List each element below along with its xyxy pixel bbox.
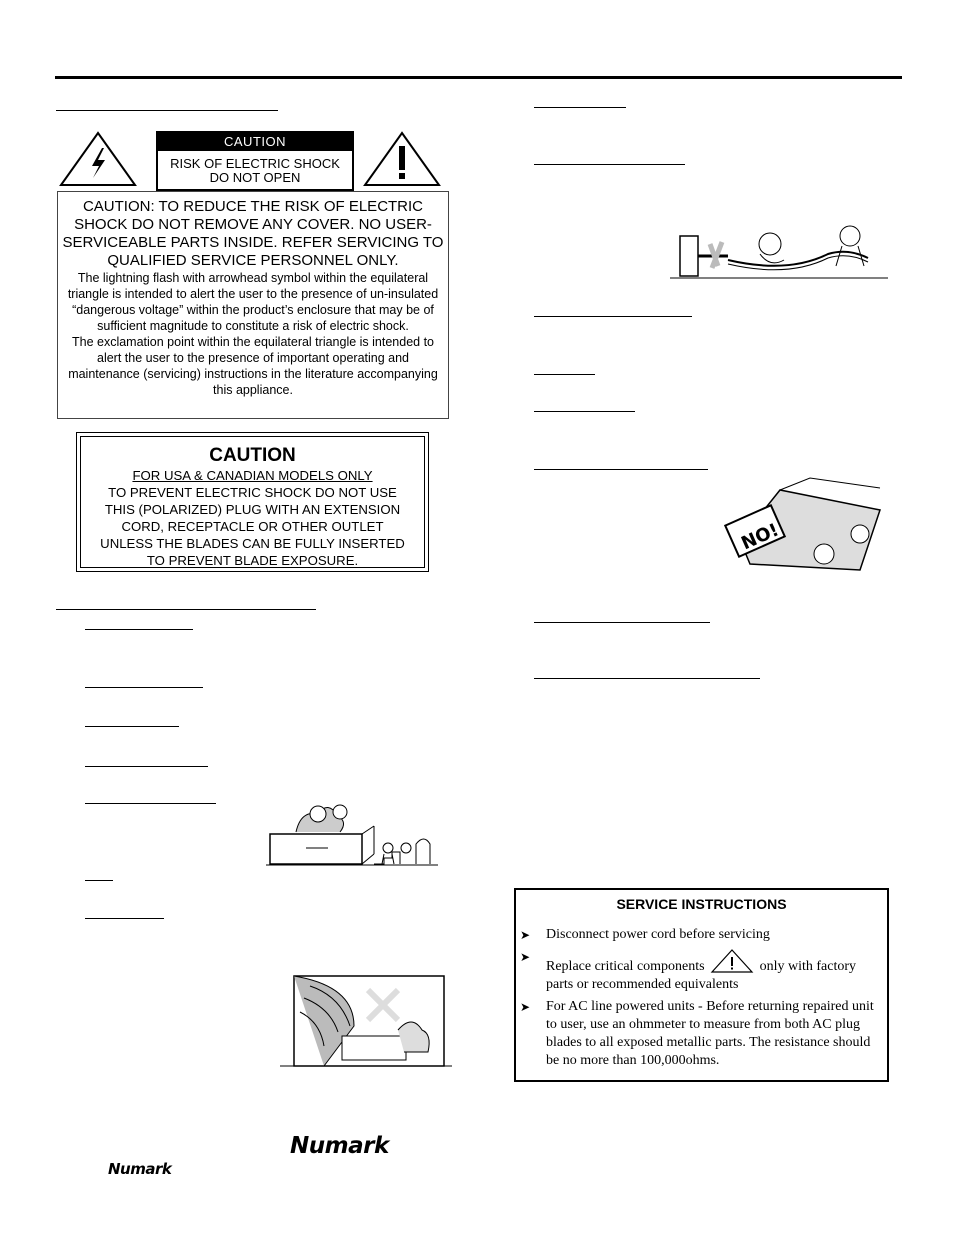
usa-caution-line: TO PREVENT ELECTRIC SHOCK DO NOT USE bbox=[108, 485, 397, 500]
item-heading-underline bbox=[534, 107, 626, 108]
exclamation-explanation: The exclamation point within the equilateral triangle is intended to alert the user to the presence of important operating and maintenance (servicing) instructions in the literature accompanying this appliance. bbox=[68, 335, 438, 397]
usa-caution-title: CAUTION bbox=[209, 445, 296, 466]
section-heading-underline bbox=[56, 110, 278, 111]
usa-canada-caution-box bbox=[76, 432, 429, 572]
numark-logo-large: Numark bbox=[290, 1133, 389, 1159]
item-heading-underline bbox=[85, 726, 179, 727]
exclamation-warning-icon bbox=[362, 130, 442, 188]
arrow-bullet-icon: ➤ bbox=[520, 928, 531, 942]
item-heading-underline bbox=[85, 766, 208, 767]
lightning-explanation: The lightning flash with arrowhead symbol within the equilateral triangle is intended to alert the user to the presence of un-insulated “dangerous voltage” within the product’s enclosure that may be of sufficient magnitude to constitute a risk of electric shock. bbox=[67, 271, 439, 333]
svg-text:NO!: NO! bbox=[738, 519, 783, 555]
water-hazard-illustration bbox=[266, 798, 438, 868]
lightning-warning-icon bbox=[58, 130, 138, 188]
heat-hazard-illustration bbox=[280, 972, 452, 1072]
item-heading-underline bbox=[85, 629, 193, 630]
item-heading-underline bbox=[85, 880, 113, 881]
list-item bbox=[516, 948, 887, 994]
item-heading-underline bbox=[534, 374, 595, 375]
caution-label-header: CAUTION bbox=[158, 133, 352, 151]
service-instructions-title: SERVICE INSTRUCTIONS bbox=[616, 896, 787, 912]
service-item-text: For AC line powered units - Before returning repaired unit to user, use an ohmmeter to measure from both AC plug blades to all exposed metallic parts. The resistance should be no more than 100,000ohms. bbox=[546, 999, 874, 1068]
item-heading-underline bbox=[534, 678, 760, 679]
caution-main-text: CAUTION: TO REDUCE THE RISK OF ELECTRIC SHOCK DO NOT REMOVE ANY COVER. NO USER-SERVICEABLE PARTS INSIDE. REFER SERVICING TO QUALIFIED SERVICE PERSONNEL ONLY. bbox=[62, 198, 444, 269]
section-heading-underline bbox=[56, 609, 316, 610]
item-heading-underline bbox=[85, 918, 164, 919]
header-rule bbox=[55, 76, 902, 79]
item-heading-underline bbox=[534, 622, 710, 623]
item-heading-underline bbox=[85, 803, 216, 804]
caution-label-line: RISK OF ELECTRIC SHOCK bbox=[170, 156, 340, 171]
exclamation-warning-icon bbox=[710, 948, 754, 974]
item-heading-underline bbox=[534, 469, 708, 470]
item-heading-underline bbox=[534, 316, 692, 317]
service-item-text: Replace critical components bbox=[546, 959, 705, 974]
caution-explanation-box bbox=[57, 191, 449, 419]
arrow-bullet-icon: ➤ bbox=[520, 950, 531, 964]
numark-logo-small: Numark bbox=[108, 1160, 172, 1178]
arrow-bullet-icon: ➤ bbox=[520, 1000, 531, 1014]
list-item bbox=[516, 926, 887, 944]
usa-caution-line: CORD, RECEPTACLE OR OTHER OUTLET bbox=[121, 519, 384, 534]
usa-caution-line: FOR USA & CANADIAN MODELS ONLY bbox=[132, 468, 373, 483]
usa-caution-line: UNLESS THE BLADES CAN BE FULLY INSERTED bbox=[100, 536, 405, 551]
service-instructions-box bbox=[514, 888, 889, 1082]
usa-caution-line: THIS (POLARIZED) PLUG WITH AN EXTENSION bbox=[104, 502, 401, 517]
caution-label-panel bbox=[156, 131, 354, 191]
item-heading-underline bbox=[85, 687, 203, 688]
service-item-text: only with factory parts or recommended equivalents bbox=[546, 959, 857, 992]
list-item bbox=[516, 998, 887, 1070]
power-cord-illustration bbox=[670, 222, 888, 286]
do-not-open-illustration bbox=[720, 470, 896, 578]
service-instructions-list bbox=[516, 926, 887, 1070]
usa-caution-line: TO PREVENT BLADE EXPOSURE. bbox=[146, 553, 359, 568]
item-heading-underline bbox=[534, 411, 635, 412]
service-item-text: Disconnect power cord before servicing bbox=[546, 927, 770, 942]
item-heading-underline bbox=[534, 164, 685, 165]
caution-label-line: DO NOT OPEN bbox=[209, 170, 301, 185]
